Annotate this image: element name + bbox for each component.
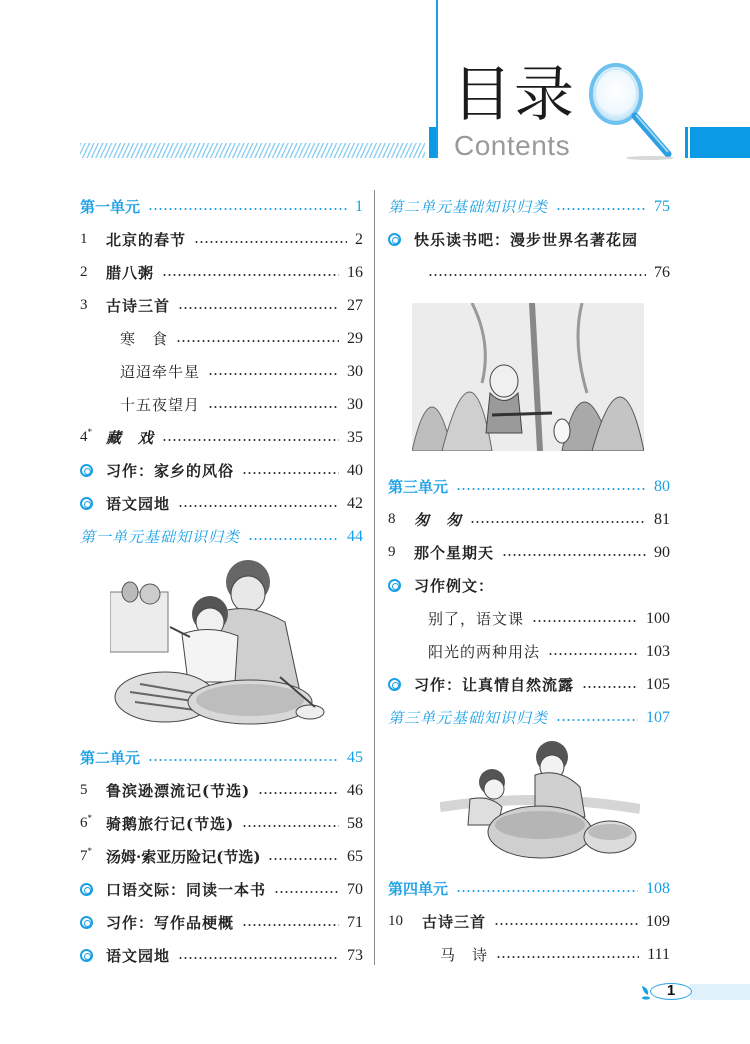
toc-page: 16 [347,263,363,281]
lesson-number: 7* [80,846,92,864]
leader-dots [208,373,339,375]
toc-title: 快乐读书吧：漫步世界名著花园 [414,231,639,249]
toc-yuwen-yuandi-1[interactable] [80,487,363,520]
illustration-robinson-jungle [412,303,644,451]
toc-writing-3[interactable] [388,668,670,701]
toc-page: 100 [646,609,670,627]
toc-sub-mashi[interactable] [388,938,670,971]
toc-page: 111 [647,945,670,963]
toc-sample-essays[interactable] [388,569,670,602]
leader-dots [274,891,339,893]
optional-star: * [87,846,92,856]
leader-dots [162,439,339,441]
leader-dots [242,472,339,474]
toc-lesson-1[interactable] [80,223,363,256]
double-circle-bullet-icon [80,464,93,477]
leader-dots [582,686,638,688]
toc-title: 骑鹅旅行记(节选) [106,815,235,833]
toc-summary-unit-3[interactable] [388,701,670,734]
toc-page: 2 [355,230,363,248]
toc-page: 81 [654,510,670,528]
toc-title: 寒 食 [120,330,169,348]
toc-page: 108 [646,879,670,897]
column-divider [374,190,375,965]
toc-page: 30 [347,395,363,413]
toc-yuwen-yuandi-2[interactable] [80,939,363,972]
toc-title: 语文园地 [106,947,171,965]
toc-lesson-8[interactable] [388,503,670,536]
toc-unit-4[interactable] [388,872,670,905]
page-number: 1 [666,982,676,999]
toc-page: 42 [347,494,363,512]
toc-page: 40 [347,461,363,479]
lesson-number: 2 [80,264,88,280]
toc-title: 匆 匆 [414,511,463,529]
leader-dots [242,825,339,827]
toc-page: 29 [347,329,363,347]
toc-sub-biele[interactable] [388,602,670,635]
leader-dots [178,505,339,507]
toc-title: 习作：家乡的风俗 [106,462,235,480]
magnifier-icon [578,60,678,160]
toc-title: 古诗三首 [106,297,171,315]
double-circle-bullet-icon [388,579,401,592]
toc-happy-reading[interactable] [388,223,670,256]
toc-lesson-6[interactable] [80,807,363,840]
lesson-number: 5 [80,782,88,798]
double-circle-bullet-icon [80,497,93,510]
toc-title: 第四单元 [388,880,449,898]
toc-page: 80 [654,477,670,495]
toc-page: 109 [646,912,670,930]
toc-page: 1 [355,197,363,215]
leader-dots [548,653,638,655]
toc-lesson-5[interactable] [80,774,363,807]
lesson-number: 10 [388,913,403,929]
toc-lesson-10[interactable] [388,905,670,938]
toc-sub-hanshi[interactable] [80,322,363,355]
toc-title: 马 诗 [440,946,489,964]
toc-summary-unit-1[interactable] [80,520,363,553]
lesson-number: 8 [388,511,396,527]
toc-title: 第三单元基础知识归类 [388,709,549,727]
toc-page: 27 [347,296,363,314]
leader-dots [556,719,638,721]
double-circle-bullet-icon [80,883,93,896]
lesson-number: 3 [80,297,88,313]
leader-dots [248,538,339,540]
toc-page: 65 [347,847,363,865]
toc-title: 北京的春节 [106,231,187,249]
toc-writing-1[interactable] [80,454,363,487]
toc-unit-3[interactable] [388,470,670,503]
footer-bar [690,984,750,1000]
toc-title: 汤姆·索亚历险记(节选) [106,848,261,866]
header-vertical-rule [436,0,438,158]
lesson-number: 6* [80,813,92,831]
double-circle-bullet-icon [80,916,93,929]
toc-title: 习作：写作品梗概 [106,914,235,932]
toc-sub-yangguang[interactable] [388,635,670,668]
toc-oral-communication[interactable] [80,873,363,906]
lesson-number: 9 [388,544,396,560]
lesson-number: 1 [80,231,88,247]
leader-dots [178,307,339,309]
toc-title: 第三单元 [388,478,449,496]
illustration-laba-porridge [110,552,328,728]
leader-dots [148,208,347,210]
toc-page: 58 [347,814,363,832]
leader-dots [470,521,646,523]
toc-page: 35 [347,428,363,446]
toc-title: 别了，语文课 [428,610,525,628]
leader-dots [428,274,646,276]
leader-dots [502,554,646,556]
page-title: 目录 [452,60,576,130]
toc-page: 107 [646,708,670,726]
toc-page: 76 [654,263,670,281]
toc-page: 44 [347,527,363,545]
leader-dots [258,792,339,794]
toc-page: 75 [654,197,670,215]
toc-unit-2[interactable] [80,741,363,774]
toc-sub-tiaotiao[interactable] [80,355,363,388]
toc-page: 73 [347,946,363,964]
leader-dots [456,488,646,490]
toc-title: 习作例文： [414,577,495,595]
toc-page: 46 [347,781,363,799]
toc-sub-shiwuye[interactable] [80,388,363,421]
double-circle-bullet-icon [388,233,401,246]
toc-title: 藏 戏 [106,429,155,447]
leader-dots [496,956,639,958]
leader-dots [242,924,339,926]
toc-lesson-7[interactable] [80,840,363,873]
leader-dots [556,208,646,210]
toc-title: 习作：让真情自然流露 [414,676,575,694]
toc-page: 70 [347,880,363,898]
toc-happy-reading-page[interactable] [388,256,670,289]
toc-page: 71 [347,913,363,931]
leader-dots [532,620,638,622]
page-subtitle: Contents [454,130,571,161]
toc-title: 第二单元 [80,749,141,767]
toc-lesson-9[interactable] [388,536,670,569]
toc-title: 第一单元 [80,198,141,216]
double-circle-bullet-icon [80,949,93,962]
leader-dots [176,340,339,342]
header-blue-block-left [429,127,436,158]
header-blue-block-right [688,127,750,158]
toc-summary-unit-2[interactable] [388,190,670,223]
optional-star: * [87,427,92,437]
leader-dots [162,274,339,276]
toc-page: 90 [654,543,670,561]
toc-title: 那个星期天 [414,544,495,562]
toc-title: 腊八粥 [106,264,155,282]
leader-dots [268,858,339,860]
toc-page: 30 [347,362,363,380]
toc-title: 第二单元基础知识归类 [388,198,549,216]
toc-lesson-2[interactable] [80,256,363,289]
toc-unit-1[interactable] [80,190,363,223]
toc-title: 语文园地 [106,495,171,513]
leader-dots [194,241,347,243]
leader-dots [494,923,638,925]
toc-title: 迢迢牵牛星 [120,363,201,381]
leader-dots [178,957,339,959]
toc-title: 阳光的两种用法 [428,643,541,661]
optional-star: * [87,813,92,823]
toc-page: 105 [646,675,670,693]
toc-page: 103 [646,642,670,660]
lesson-number: 4* [80,427,92,445]
double-circle-bullet-icon [388,678,401,691]
leader-dots [148,759,339,761]
toc-lesson-4[interactable] [80,421,363,454]
toc-title: 鲁滨逊漂流记(节选) [106,782,251,800]
leader-dots [456,890,638,892]
illustration-mother-and-child-basket [440,737,640,863]
toc-lesson-3[interactable] [80,289,363,322]
toc-title: 古诗三首 [422,913,487,931]
toc-writing-2[interactable] [80,906,363,939]
leader-dots [208,406,339,408]
toc-title: 第一单元基础知识归类 [80,528,241,546]
header-hatched-stripe [80,143,425,158]
toc-title: 十五夜望月 [120,396,201,414]
toc-page: 45 [347,748,363,766]
toc-title: 口语交际：同读一本书 [106,881,267,899]
